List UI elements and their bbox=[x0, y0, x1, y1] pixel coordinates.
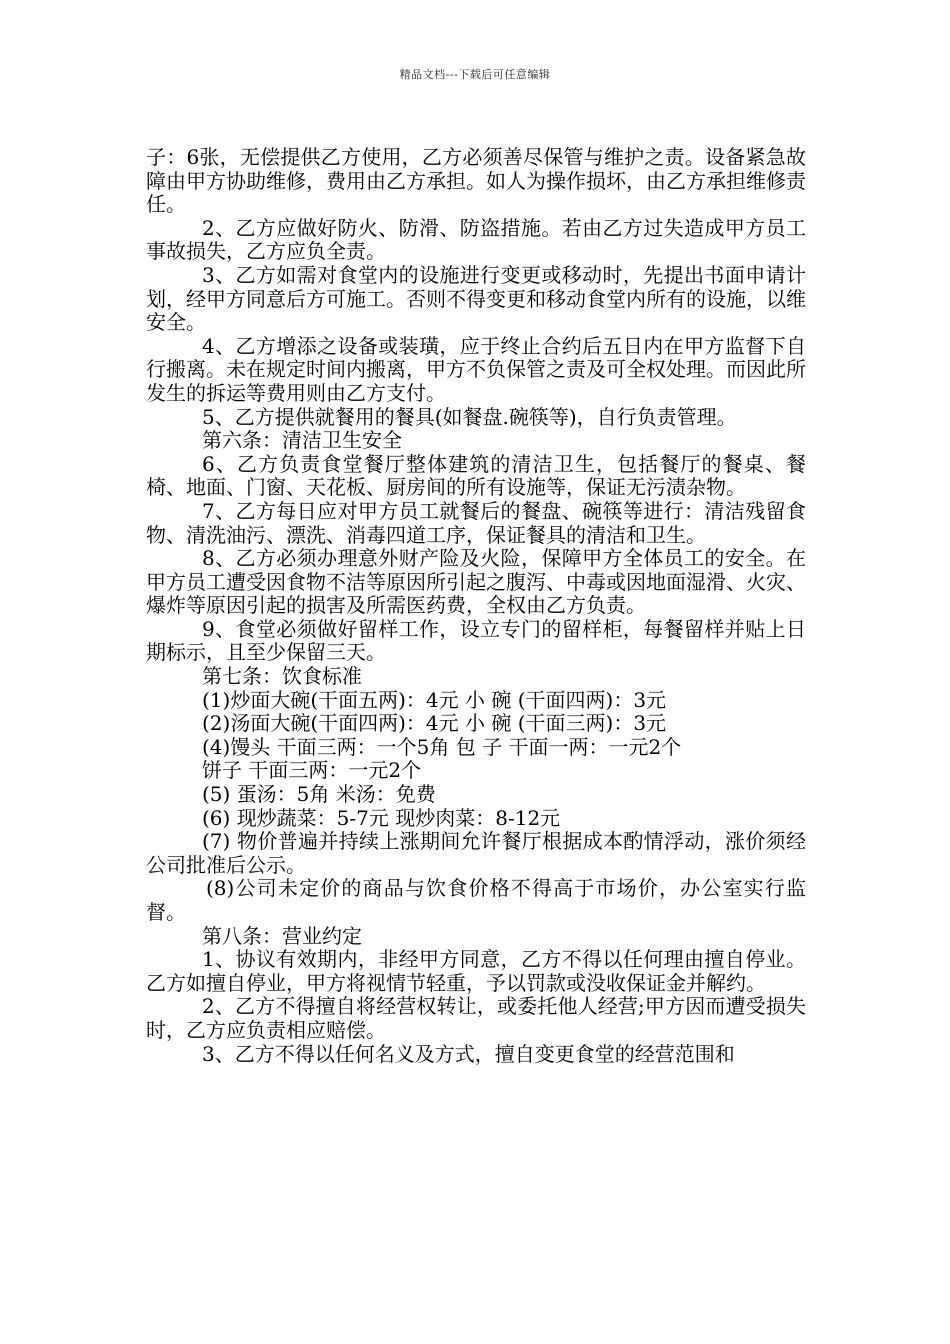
paragraph: 2、乙方应做好防火、防滑、防盗措施。若由乙方过失造成甲方员工事故损失，乙方应负全责。 bbox=[146, 215, 806, 264]
paragraph: 2、乙方不得擅自将经营权转让，或委托他人经营;甲方因而遭受损失时，乙方应负责相应赔偿。 bbox=[146, 994, 806, 1042]
paragraph: (7) 物价普遍并持续上涨期间允许餐厅根据成本酌情浮动，涨价须经公司批准后公示。 bbox=[146, 829, 806, 877]
paragraph: 3、乙方如需对食堂内的设施进行变更或移动时，先提出书面申请计划，经甲方同意后方可施工。否则不得变更和移动食堂内所有的设施，以维安全。 bbox=[146, 262, 806, 335]
paragraph: 5、乙方提供就餐用的餐具(如餐盘.碗筷等)，自行负责管理。 bbox=[202, 404, 737, 429]
paragraph: (8)公司未定价的商品与饮食价格不得高于市场价，办公室实行监督。 bbox=[146, 876, 806, 924]
paragraph: (4)馒头 干面三两：一个5角 包 子 干面一两：一元2个 bbox=[202, 734, 682, 759]
paragraph: 第七条：饮食标准 bbox=[202, 664, 362, 689]
paragraph: 9、食堂必须做好留样工作，设立专门的留样柜，每餐留样并贴上日期标示，且至少保留三天。 bbox=[146, 616, 806, 665]
paragraph: 第八条：营业约定 bbox=[202, 923, 362, 948]
paragraph: 第六条：清洁卫生安全 bbox=[202, 428, 402, 453]
paragraph: 4、乙方增添之设备或装璜，应于终止合约后五日内在甲方监督下自行搬离。未在规定时间内搬离，甲方不负保管之责及可全权处理。而因此所发生的拆运等费用则由乙方支付。 bbox=[146, 333, 806, 405]
page-header: 精品文档---下载后可任意编辑 bbox=[399, 68, 551, 81]
document-body bbox=[146, 146, 806, 1066]
paragraph: 饼子 干面三两：一元2个 bbox=[202, 758, 422, 783]
paragraph: 6、乙方负责食堂餐厅整体建筑的清洁卫生，包括餐厅的餐桌、餐椅、地面、门窗、天花板、厨房间的所有设施等，保证无污渍杂物。 bbox=[146, 451, 806, 500]
paragraph: (1)炒面大碗(干面五两)：4元 小 碗 (干面四两)：3元 bbox=[202, 687, 667, 712]
paragraph: 8、乙方必须办理意外财产险及火险，保障甲方全体员工的安全。在甲方员工遭受因食物不洁等原因所引起之腹泻、中毒或因地面湿滑、火灾、爆炸等原因引起的损害及所需医药费，全权由乙方负责。 bbox=[146, 546, 806, 618]
paragraph: (2)汤面大碗(干面四两)：4元 小 碗 (干面三两)：3元 bbox=[202, 711, 667, 736]
paragraph: 7、乙方每日应对甲方员工就餐后的餐盘、碗筷等进行：清洁残留食物、清洗油污、漂洗、消毒四道工序，保证餐具的清洁和卫生。 bbox=[146, 498, 806, 547]
paragraph: 1、协议有效期内，非经甲方同意，乙方不得以任何理由擅自停业。乙方如擅自停业，甲方将视情节轻重，予以罚款或没收保证金并解约。 bbox=[146, 947, 806, 995]
paragraph: (5) 蛋汤：5角 米汤：免费 bbox=[202, 782, 436, 807]
paragraph: (6) 现炒蔬菜：5-7元 现炒肉菜：8-12元 bbox=[202, 805, 561, 830]
paragraph: 3、乙方不得以任何名义及方式，擅自变更食堂的经营范围和 bbox=[202, 1041, 735, 1066]
paragraph: 子：6张，无偿提供乙方使用，乙方必须善尽保管与维护之责。设备紧急故障由甲方协助维修，费用由乙方承担。如人为操作损坏，由乙方承担维修责任。 bbox=[146, 145, 806, 217]
